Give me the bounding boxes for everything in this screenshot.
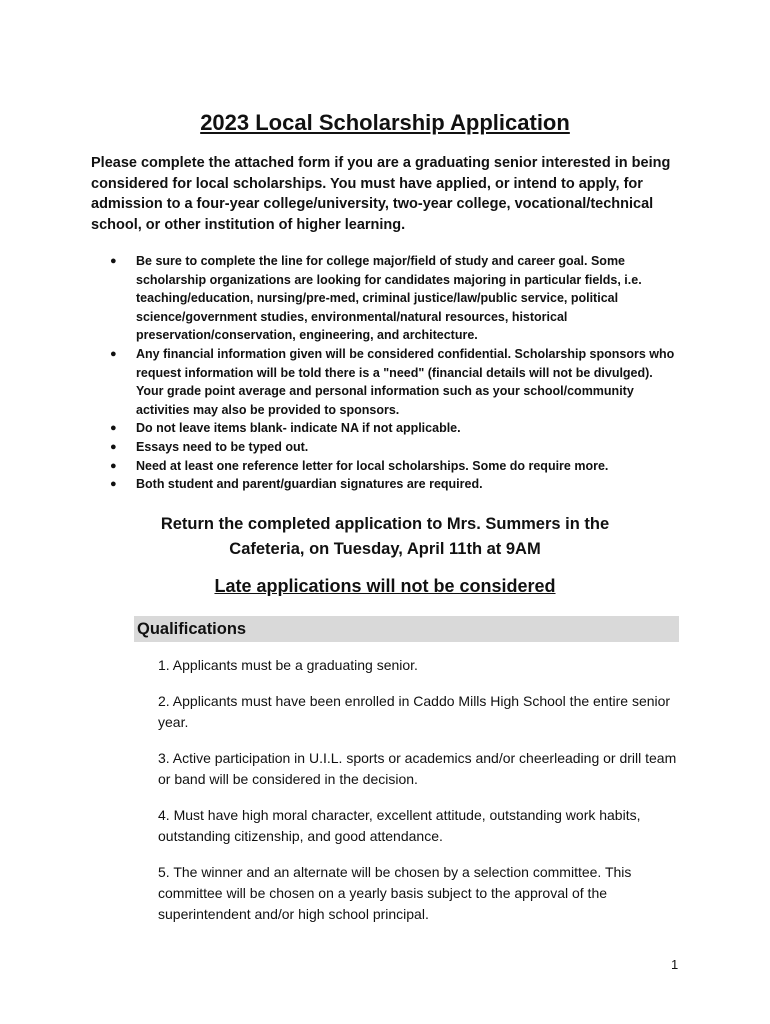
return-line-2: Cafeteria, on Tuesday, April 11th at 9AM bbox=[229, 540, 541, 558]
qualifications-list bbox=[158, 655, 678, 940]
list-item-text: Do not leave items blank- indicate NA if not applicable. bbox=[136, 421, 461, 436]
page-number: 1 bbox=[671, 957, 679, 972]
list-item-text: Need at least one reference letter for local scholarships. Some do require more. bbox=[136, 458, 609, 473]
list-item bbox=[108, 475, 678, 494]
qualification-item: 4. Must have high moral character, excellent attitude, outstanding work habits, outstanding citizenship, and good attendance. bbox=[158, 807, 641, 844]
late-notice: Late applications will not be considered bbox=[214, 576, 556, 596]
document-title: 2023 Local Scholarship Application bbox=[200, 110, 570, 135]
list-item bbox=[108, 438, 678, 457]
list-item-text: Be sure to complete the line for college major/field of study and career goal. Some scholarship organizations are looking for candidates majoring in particular fields, i.e. teaching/education, nursing/pre-med, criminal justice/law/public service, political science/government studies, environmental/natural resources, historical preservation/conservation, engineering, and architecture. bbox=[136, 254, 642, 343]
qualifications-heading: Qualifications bbox=[134, 616, 679, 642]
instructions-list bbox=[108, 252, 678, 494]
list-item-text: Essays need to be typed out. bbox=[136, 439, 309, 454]
bullet-icon: ● bbox=[110, 255, 117, 267]
list-item bbox=[108, 345, 678, 419]
qualification-item: 2. Applicants must have been enrolled in Caddo Mills High School the entire senior year. bbox=[158, 693, 671, 730]
bullet-icon: ● bbox=[110, 440, 117, 453]
list-item-text: Both student and parent/guardian signatures are required. bbox=[136, 477, 483, 492]
bullet-icon: ● bbox=[110, 478, 117, 491]
list-item bbox=[108, 419, 678, 438]
list-item bbox=[108, 457, 678, 476]
bullet-icon: ● bbox=[110, 347, 117, 360]
return-line-1: Return the completed application to Mrs. Summers in the bbox=[160, 515, 610, 533]
bullet-icon: ● bbox=[110, 422, 117, 435]
return-instructions bbox=[0, 512, 770, 562]
qualification-item: 3. Active participation in U.I.L. sports or academics and/or cheerleading or drill team or band will be considered in the decision. bbox=[158, 750, 677, 787]
qualification-item: 1. Applicants must be a graduating senior. bbox=[158, 657, 418, 673]
qualification-item: 5. The winner and an alternate will be chosen by a selection committee. This committee will be chosen on a yearly basis subject to the approval of the superintendent and/or high school principal. bbox=[158, 864, 632, 922]
list-item bbox=[108, 252, 678, 345]
intro-paragraph: Please complete the attached form if you are a graduating senior interested in being considered for local scholarships. You must have applied, or intend to apply, for admission to a four-year college/university, two-year college, vocational/technical school, or other institution of higher learning. bbox=[91, 155, 671, 233]
bullet-icon: ● bbox=[110, 459, 117, 472]
list-item-text: Any financial information given will be considered confidential. Scholarship sponsors who request information will be told there is a "need" (financial details will not be divulged). Your grade point average and personal information such as your school/community activities may also be provided to sponsors. bbox=[136, 346, 675, 417]
